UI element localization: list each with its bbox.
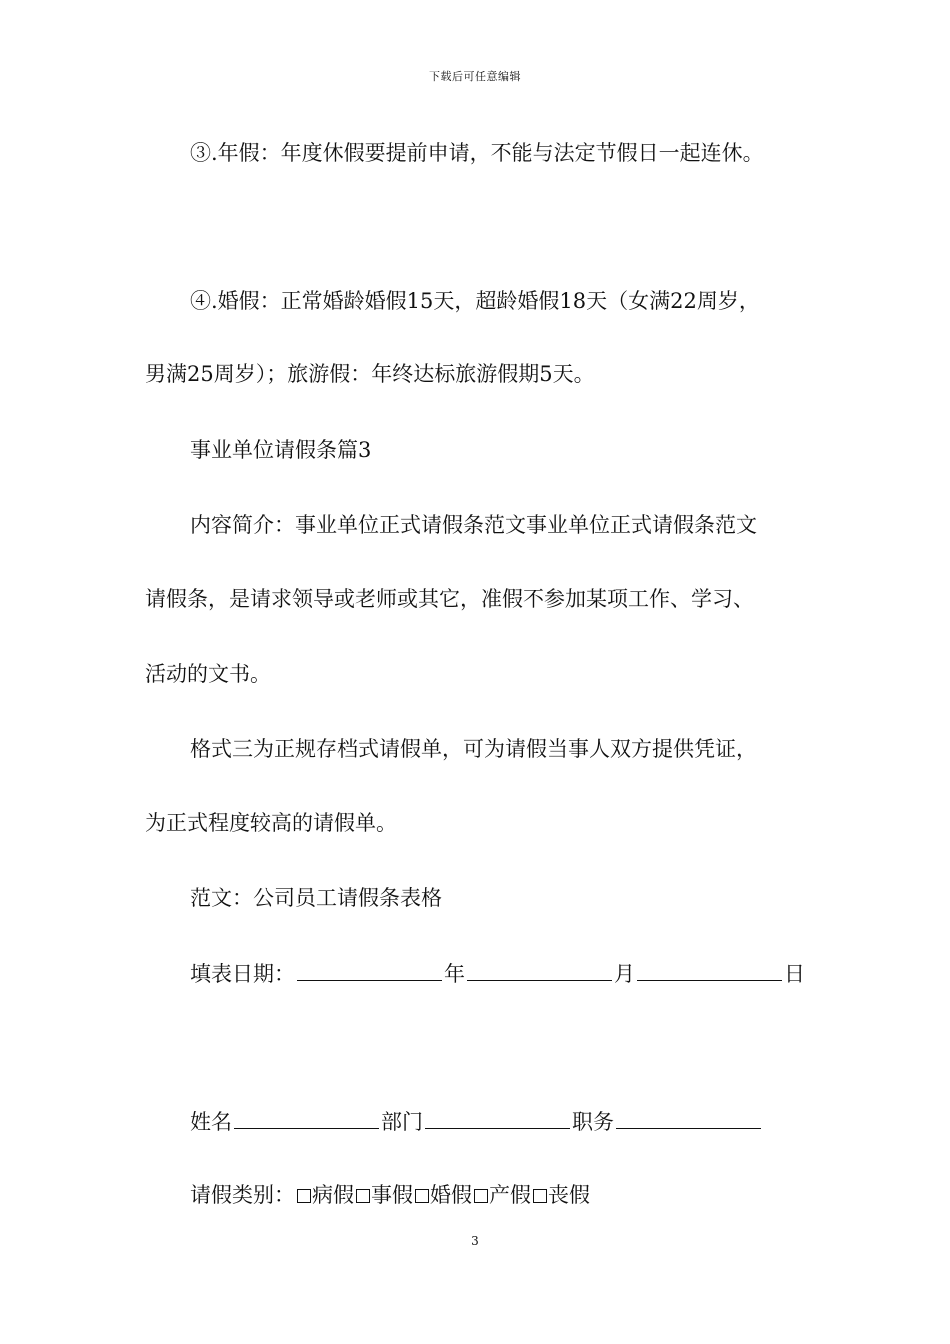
year-blank xyxy=(297,960,442,981)
month-blank xyxy=(467,960,612,981)
paragraph-format-line1: 格式三为正规存档式请假单，可为请假当事人双方提供凭证， xyxy=(190,737,757,761)
checkbox-sick xyxy=(297,1189,311,1203)
section-title: 事业单位请假条篇3 xyxy=(190,438,372,462)
leave-type-label: 请假类别： xyxy=(190,1183,295,1207)
header-note: 下载后可任意编辑 xyxy=(429,70,521,83)
paragraph-summary-line1: 内容简介：事业单位正式请假条范文事业单位正式请假条范文 xyxy=(190,513,757,537)
name-blank xyxy=(234,1108,379,1129)
dept-label: 部门 xyxy=(381,1110,423,1134)
form-name-row xyxy=(190,1108,763,1135)
paragraph-summary-line3: 活动的文书。 xyxy=(145,662,271,686)
paragraph-annual-leave: ③.年假：年度休假要提前申请，不能与法定节假日一起连休。 xyxy=(190,141,764,165)
name-label: 姓名 xyxy=(190,1110,232,1134)
position-label: 职务 xyxy=(572,1110,614,1134)
day-blank xyxy=(637,960,782,981)
paragraph-marriage-leave-line1: ④.婚假：正常婚龄婚假15天，超龄婚假18天（女满22周岁， xyxy=(190,289,760,313)
leave-type-personal: 事假 xyxy=(371,1183,413,1207)
page-number: 3 xyxy=(471,1234,479,1248)
leave-type-maternity: 产假 xyxy=(489,1183,531,1207)
dept-blank xyxy=(425,1108,570,1129)
paragraph-marriage-leave-line2: 男满25周岁）；旅游假：年终达标旅游假期5天。 xyxy=(145,362,595,386)
year-label: 年 xyxy=(444,962,465,986)
month-label: 月 xyxy=(614,962,635,986)
checkbox-maternity xyxy=(474,1189,488,1203)
date-label: 填表日期： xyxy=(190,962,295,986)
form-date-row xyxy=(190,960,805,987)
leave-type-marriage: 婚假 xyxy=(430,1183,472,1207)
leave-type-sick: 病假 xyxy=(312,1183,354,1207)
paragraph-format-line2: 为正式程度较高的请假单。 xyxy=(145,811,397,835)
leave-type-bereavement: 丧假 xyxy=(548,1183,590,1207)
position-blank xyxy=(616,1108,761,1129)
day-label: 日 xyxy=(784,962,805,986)
form-leave-type-row xyxy=(190,1182,590,1208)
checkbox-marriage xyxy=(415,1189,429,1203)
paragraph-sample-title: 范文：公司员工请假条表格 xyxy=(190,886,442,910)
paragraph-summary-line2: 请假条，是请求领导或老师或其它，准假不参加某项工作、学习、 xyxy=(145,587,754,611)
checkbox-personal xyxy=(356,1189,370,1203)
checkbox-bereavement xyxy=(533,1189,547,1203)
